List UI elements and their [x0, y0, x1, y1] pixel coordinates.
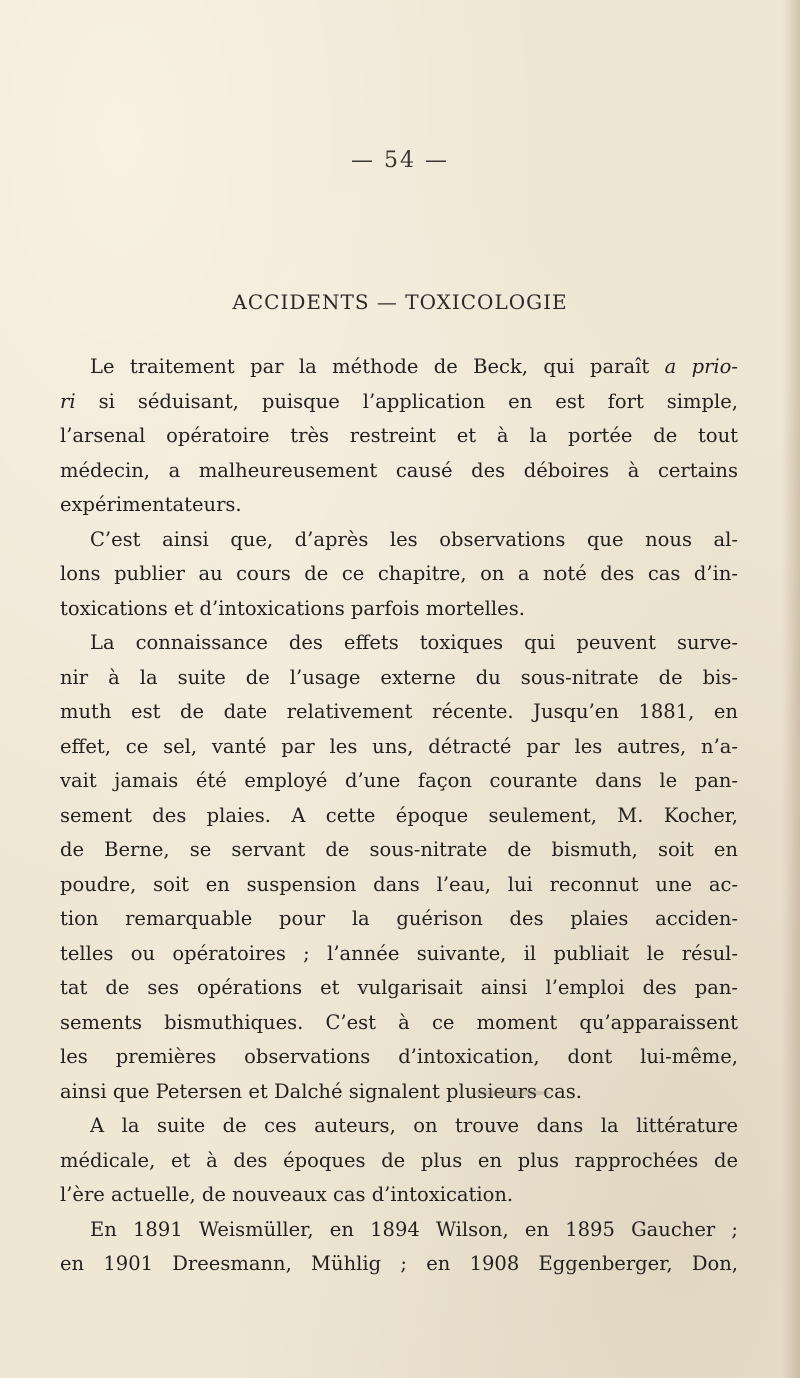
page-number: — 54 —: [351, 148, 449, 173]
text-line: [60, 799, 738, 834]
text-line: [60, 971, 738, 1006]
text-segment: La connaissance des effets toxiques qui peuvent surve-: [90, 631, 738, 654]
text-line: [60, 350, 738, 385]
text-segment: sement des plaies. A cette époque seulement, M. Kocher,: [60, 803, 738, 827]
text-line: [60, 1178, 738, 1213]
text-segment: lons publier au cours de ce chapitre, on a noté des cas d’in-: [60, 562, 738, 585]
text-line: [60, 1213, 738, 1248]
text-line: [60, 764, 738, 799]
text-segment: en 1901 Dreesmann, Mühlig ; en 1908 Eggenberger, Don,: [60, 1252, 738, 1275]
text-line: [60, 695, 738, 730]
text-line: [60, 661, 738, 696]
text-line: [60, 1247, 738, 1282]
text-segment: muth est de date relativement récente. Jusqu’en 1881, en: [60, 700, 738, 723]
text-segment: effet, ce sel, vanté par les uns, détracté par les autres, n’a-: [60, 734, 738, 758]
text-segment: tat de ses opérations et vulgarisait ainsi l’emploi des pan-: [60, 976, 738, 999]
text-segment: de Berne, se servant de sous-nitrate de bismuth, soit en: [60, 838, 738, 861]
text-segment: En 1891 Weismüller, en 1894 Wilson, en 1895 Gaucher ;: [90, 1217, 738, 1241]
text-line: [60, 454, 738, 489]
italic-segment: a prio-: [664, 355, 738, 378]
text-line: [60, 557, 738, 592]
text-segment: médecin, a malheureusement causé des déboires à certains: [60, 458, 738, 482]
text-segment: médicale, et à des époques de plus en plus rapprochées de: [60, 1148, 738, 1172]
text-segment: nir à la suite de l’usage externe du sous-nitrate de bis-: [60, 665, 738, 689]
text-segment: C’est ainsi que, d’après les observations que nous al-: [90, 527, 738, 551]
italic-segment: ri: [60, 389, 76, 413]
ink-smudge: [470, 1090, 550, 1096]
running-head: ACCIDENTS — TOXICOLOGIE: [232, 290, 568, 314]
text-segment: telles ou opératoires ; l’année suivante, il publiait le résul-: [60, 941, 738, 965]
text-segment: ainsi que Petersen et Dalché signalent plusieurs cas.: [60, 1079, 582, 1103]
text-segment: les premières observations d’intoxication, dont lui-même,: [60, 1045, 738, 1068]
text-line: [60, 488, 738, 523]
text-segment: l’ère actuelle, de nouveaux cas d’intoxication.: [60, 1183, 514, 1206]
text-segment: expérimentateurs.: [60, 493, 242, 516]
text-line: [60, 592, 738, 627]
text-line: [60, 626, 738, 661]
text-line: [60, 1109, 738, 1144]
page-edge-shadow: [782, 0, 800, 1378]
text-line: [60, 833, 738, 868]
text-segment: poudre, soit en suspension dans l’eau, lui reconnut une ac-: [60, 872, 738, 896]
text-line: [60, 1075, 738, 1110]
text-segment: tion remarquable pour la guérison des plaies acciden-: [60, 907, 738, 930]
text-segment: si séduisant, puisque l’application en est fort simple,: [75, 389, 738, 413]
text-line: [60, 902, 738, 937]
text-line: [60, 937, 738, 972]
text-line: [60, 1040, 738, 1075]
text-line: [60, 1144, 738, 1179]
text-segment: vait jamais été employé d’une façon courante dans le pan-: [60, 769, 738, 792]
text-line: [60, 523, 738, 558]
text-segment: sements bismuthiques. C’est à ce moment qu’apparaissent: [60, 1010, 738, 1034]
text-line: [60, 1006, 738, 1041]
text-line: [60, 419, 738, 454]
text-line: [60, 868, 738, 903]
text-segment: l’arsenal opératoire très restreint et à la portée de tout: [60, 424, 738, 447]
text-line: [60, 730, 738, 765]
text-segment: toxications et d’intoxications parfois mortelles.: [60, 596, 525, 620]
text-segment: A la suite de ces auteurs, on trouve dans la littérature: [90, 1114, 738, 1137]
text-line: [60, 385, 738, 420]
text-segment: Le traitement par la méthode de Beck, qui paraît: [90, 355, 665, 378]
body-text: [60, 350, 738, 1282]
